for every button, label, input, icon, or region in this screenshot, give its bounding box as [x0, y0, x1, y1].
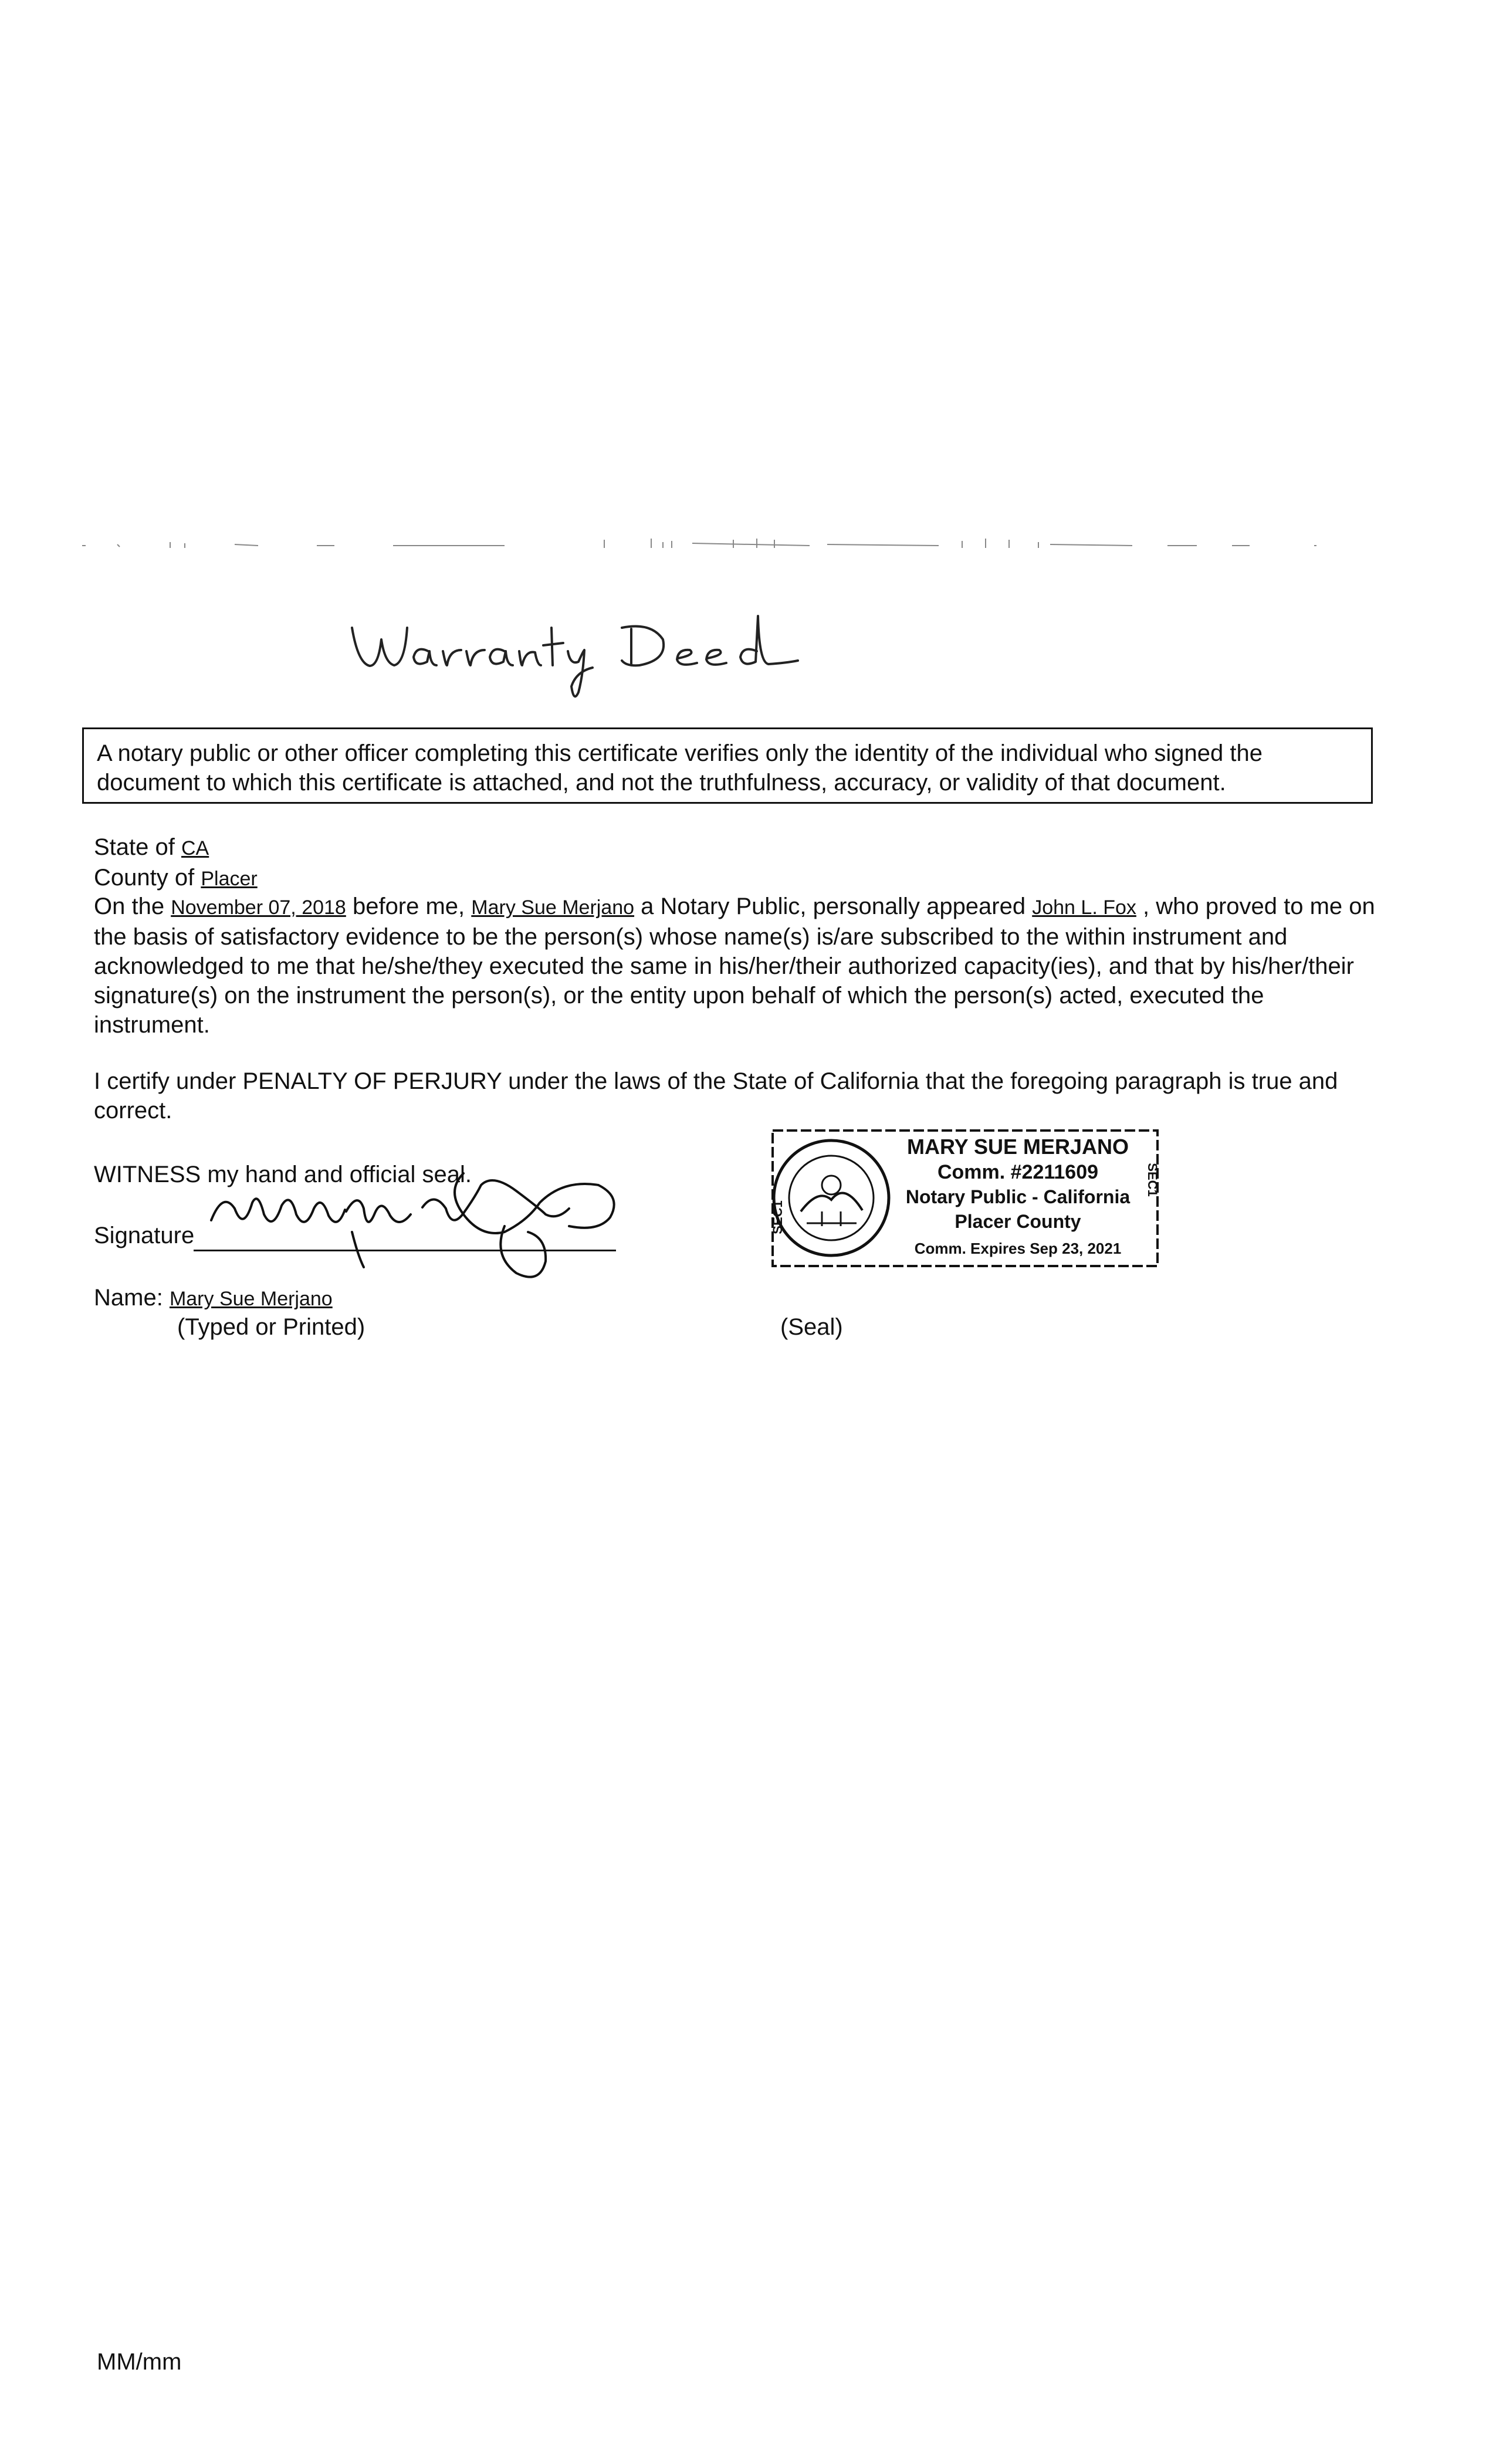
stamp-side-right: SEC1: [1145, 1163, 1160, 1197]
witness-text: WITNESS my hand and official seal.: [94, 1162, 472, 1187]
perjury-certification: [94, 1067, 1385, 1125]
notary-disclaimer-box: [82, 727, 1373, 804]
venue-state-line: [94, 832, 209, 864]
handwritten-title-warranty-deed: [346, 604, 804, 704]
stamp-title: Notary Public - California: [905, 1186, 1131, 1207]
stamp-commission-number: Comm. #2211609: [937, 1161, 1099, 1183]
ack-text-1: On the: [94, 893, 171, 919]
printed-name-line: [94, 1282, 333, 1314]
notary-stamp: [766, 1123, 1165, 1273]
typed-or-printed-note: (Typed or Printed): [177, 1314, 365, 1340]
ack-signer-name: John L. Fox: [1032, 896, 1136, 919]
ack-text-3: a Notary Public, personally appeared: [634, 893, 1033, 919]
disclaimer-text: A notary public or other officer completing this certificate verifies only the identity of the individual who signed the document to which this certificate is attached, and not the truthfulness, accuracy, or validity of that document.: [97, 740, 1263, 796]
county-label: County of: [94, 865, 195, 891]
certify-text: I certify under PENALTY OF PERJURY under the laws of the State of California that the foregoing paragraph is true and correct.: [94, 1068, 1338, 1123]
seal-label: (Seal): [780, 1314, 843, 1340]
name-value: Mary Sue Merjano: [169, 1288, 333, 1310]
stamp-expiration: Comm. Expires Sep 23, 2021: [914, 1240, 1122, 1257]
footer-initials: MM/mm: [97, 2349, 182, 2375]
venue-county-line: [94, 862, 258, 894]
ack-notary-name: Mary Sue Merjano: [471, 896, 635, 919]
ack-text-2: before me,: [346, 893, 472, 919]
stamp-county: Placer County: [955, 1211, 1081, 1232]
stamp-side-left: SEC1: [770, 1200, 785, 1234]
acknowledgment-paragraph: [94, 892, 1385, 1040]
name-label: Name:: [94, 1285, 163, 1311]
state-label: State of: [94, 834, 175, 860]
ack-text-4: , who proved to me on the basis of satisfactory evidence to be the person(s) whose name(s) is/are subscribed to the within instrument and acknowledged to me that he/she/they executed the same in his/her/their authorized capacity(ies), and that by his/her/their signature(s) on the instrument the person(s), or the entity upon behalf of which the person(s) acted, executed the instrument.: [94, 893, 1375, 1038]
handwritten-signature: [188, 1150, 645, 1297]
ack-date: November 07, 2018: [171, 896, 346, 919]
state-value: CA: [181, 837, 209, 859]
scan-artifact-line: [82, 539, 1343, 549]
signature-line: [94, 1220, 194, 1251]
stamp-notary-name: MARY SUE MERJANO: [906, 1135, 1129, 1159]
signature-label: Signature: [94, 1223, 195, 1248]
county-value: Placer: [201, 868, 258, 890]
